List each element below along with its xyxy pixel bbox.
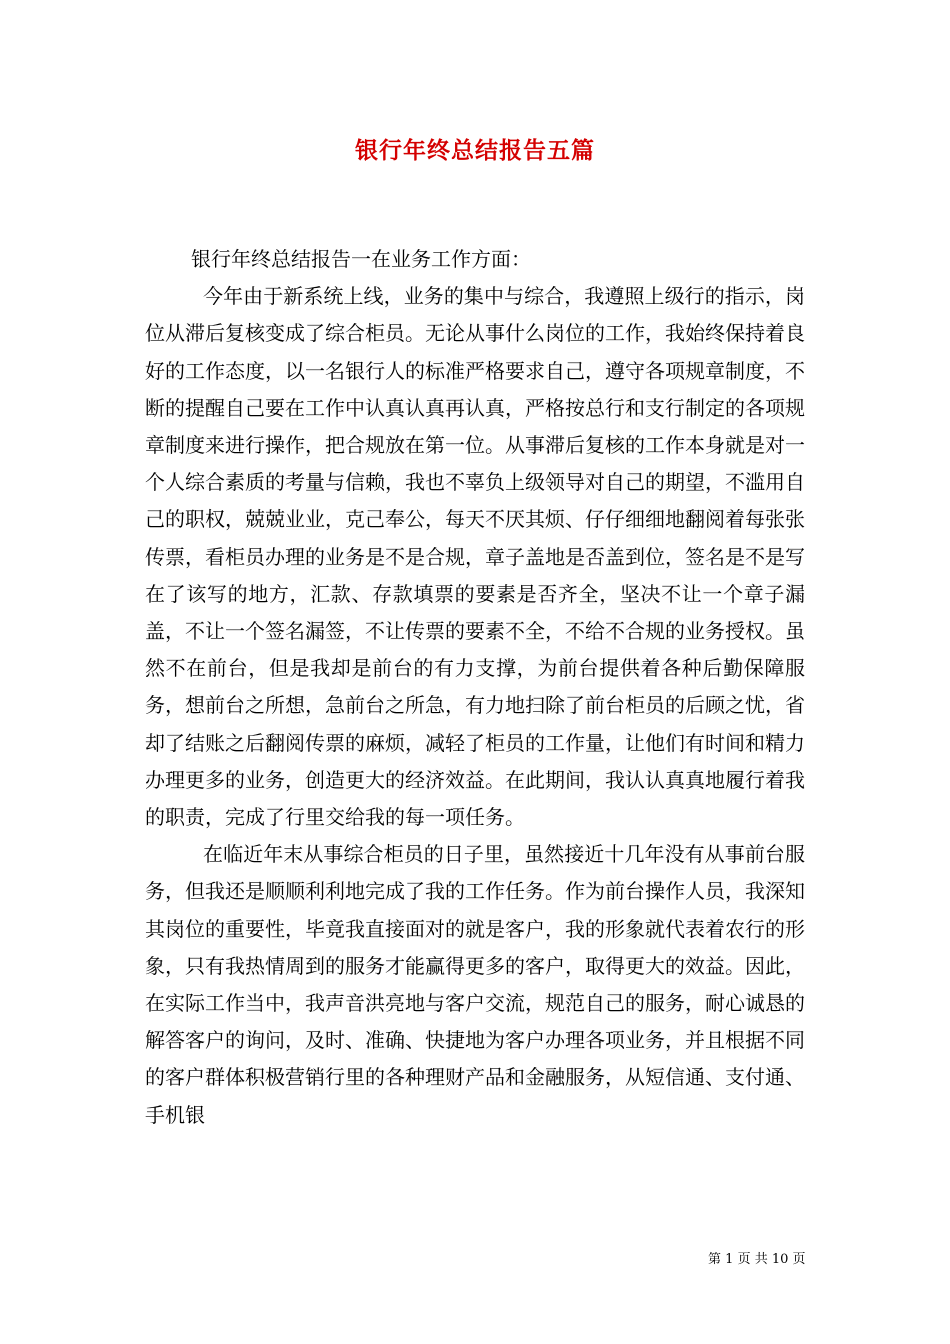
body-paragraph-2: 在临近年末从事综合柜员的日子里，虽然接近十几年没有从事前台服务，但我还是顺顺利利地完成了我的工作任务。作为前台操作人员，我深知其岗位的重要性，毕竟我直接面对的就是客户，我的形象就代表着农行的形象，只有我热情周到的服务才能赢得更多的客户，取得更大的效益。因此，在实际工作当中，我声音洪亮地与客户交流，规范自己的服务，耐心诚恳的解答客户的询问，及时、准确、快捷地为客户办理各项业务，并且根据不同的客户群体积极营销行里的各种理财产品和金融服务，从短信通、支付通、手机银 [145,842,805,1127]
intro-paragraph: 银行年终总结报告一在业务工作方面： [191,247,531,271]
footer-current-page: 1 [725,1252,734,1267]
body-paragraph-1: 今年由于新系统上线，业务的集中与综合，我遵照上级行的指示，岗位从滞后复核变成了综合柜员。无论从事什么岗位的工作，我始终保持着良好的工作态度，以一名银行人的标准严格要求自己，遵守各项规章制度，不断的提醒自己要在工作中认真认真再认真，严格按总行和支行制定的各项规章制度来进行操作，把合规放在第一位。从事滞后复核的工作本身就是对一个人综合素质的考量与信赖，我也不辜负上级领导对自己的期望，不滥用自己的职权，兢兢业业，克己奉公，每天不厌其烦、仔仔细细地翻阅着每张张传票，看柜员办理的业务是不是合规，章子盖地是否盖到位，签名是不是写在了该写的地方，汇款、存款填票的要素是否齐全，坚决不让一个章子漏盖，不让一个签名漏签，不让传票的要素不全，不给不合规的业务授权。虽然不在前台，但是我却是前台的有力支撑，为前台提供着各种后勤保障服务，想前台之所想，急前台之所急，有力地扫除了前台柜员的后顾之忧，省却了结账之后翻阅传票的麻烦，减轻了柜员的工作量，让他们有时间和精力办理更多的业务，创造更大的经济效益。在此期间，我认认真真地履行着我的职责，完成了行里交给我的每一项任务。 [145,284,805,830]
footer-prefix: 第 [708,1252,722,1267]
footer-suffix: 页 [792,1252,806,1267]
page-number-footer [708,1248,818,1267]
document-title: 银行年终总结报告五篇 [355,137,595,164]
footer-middle: 页 共 [737,1252,768,1267]
footer-total-pages: 10 [771,1252,789,1267]
document-body [145,241,805,1134]
